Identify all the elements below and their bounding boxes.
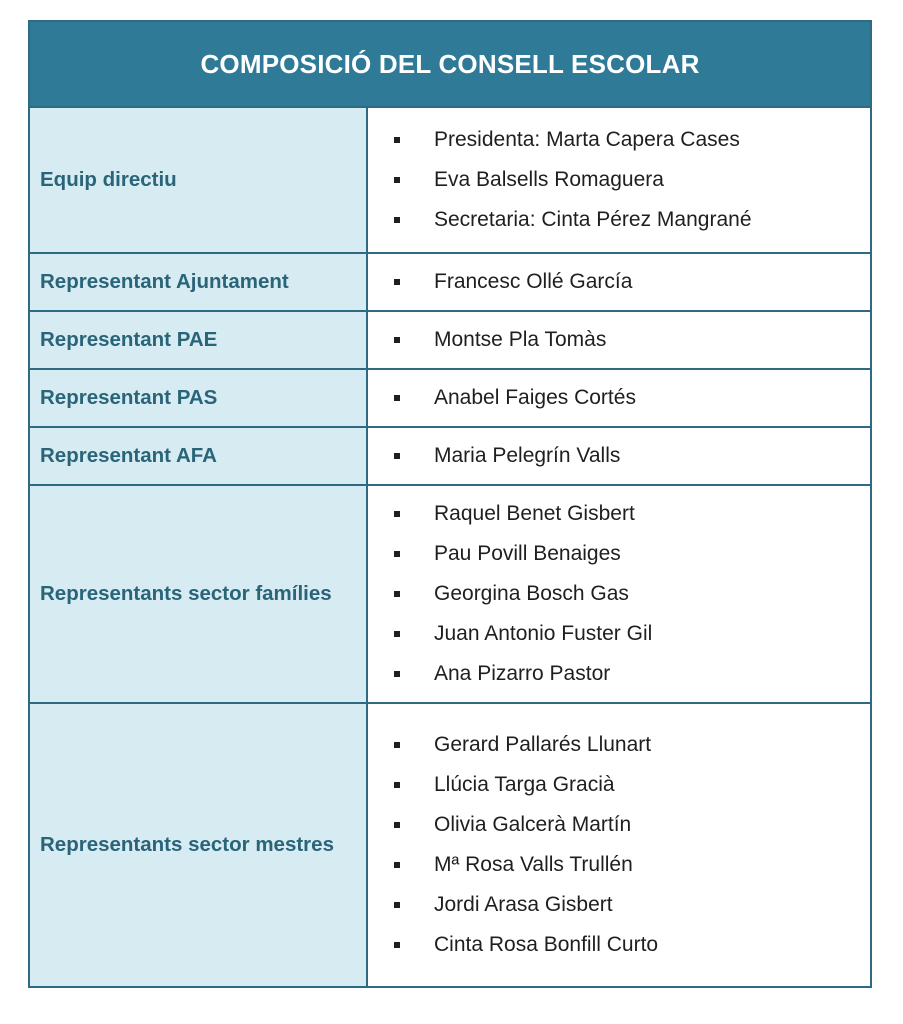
square-bullet-icon [394, 395, 400, 401]
list-item [394, 654, 870, 694]
list-item [394, 120, 870, 160]
table-title: COMPOSICIÓ DEL CONSELL ESCOLAR [30, 22, 870, 108]
square-bullet-icon [394, 782, 400, 788]
list-item [394, 725, 870, 765]
list-item [394, 925, 870, 965]
member-name: Francesc Ollé García [434, 270, 633, 293]
table-row-afa [30, 428, 870, 486]
member-name: Olivia Galcerà Martín [434, 813, 632, 836]
member-list-cell [368, 704, 870, 986]
table-row-equip-directiu [30, 108, 870, 254]
member-name: Georgina Bosch Gas [434, 582, 629, 605]
square-bullet-icon [394, 217, 400, 223]
list-item [394, 614, 870, 654]
list-item [394, 160, 870, 200]
member-name: Ana Pizarro Pastor [434, 662, 611, 685]
square-bullet-icon [394, 453, 400, 459]
member-name: Jordi Arasa Gisbert [434, 893, 613, 916]
member-list-cell [368, 108, 870, 252]
list-item [394, 320, 870, 360]
member-list-cell [368, 370, 870, 426]
list-item [394, 805, 870, 845]
list-item [394, 765, 870, 805]
member-name: Maria Pelegrín Valls [434, 444, 621, 467]
square-bullet-icon [394, 137, 400, 143]
member-name: Juan Antonio Fuster Gil [434, 622, 653, 645]
square-bullet-icon [394, 862, 400, 868]
square-bullet-icon [394, 671, 400, 677]
member-name: Llúcia Targa Gracià [434, 773, 615, 796]
row-label: Representant AFA [30, 428, 368, 484]
table-row-pas [30, 370, 870, 428]
council-table [28, 20, 872, 988]
member-list-cell [368, 254, 870, 310]
table-row-families [30, 486, 870, 704]
list-item [394, 200, 870, 240]
list-item [394, 574, 870, 614]
table-row-pae [30, 312, 870, 370]
member-name: Gerard Pallarés Llunart [434, 733, 652, 756]
list-item [394, 494, 870, 534]
square-bullet-icon [394, 177, 400, 183]
member-name: Cinta Rosa Bonfill Curto [434, 933, 659, 956]
table-row-ajuntament [30, 254, 870, 312]
square-bullet-icon [394, 822, 400, 828]
row-label: Representant PAE [30, 312, 368, 368]
row-label: Representants sector famílies [30, 486, 368, 702]
row-label: Equip directiu [30, 108, 368, 252]
member-name: Eva Balsells Romaguera [434, 168, 664, 191]
member-list-cell [368, 486, 870, 702]
member-name: Pau Povill Benaiges [434, 542, 621, 565]
member-name: Raquel Benet Gisbert [434, 502, 635, 525]
member-name: Secretaria: Cinta Pérez Mangrané [434, 208, 752, 231]
row-label: Representants sector mestres [30, 704, 368, 986]
list-item [394, 262, 870, 302]
list-item [394, 845, 870, 885]
list-item [394, 534, 870, 574]
square-bullet-icon [394, 942, 400, 948]
member-name: Presidenta: Marta Capera Cases [434, 128, 740, 151]
list-item [394, 378, 870, 418]
member-name: Montse Pla Tomàs [434, 328, 607, 351]
table-row-mestres [30, 704, 870, 986]
list-item [394, 885, 870, 925]
square-bullet-icon [394, 337, 400, 343]
row-label: Representant PAS [30, 370, 368, 426]
square-bullet-icon [394, 631, 400, 637]
square-bullet-icon [394, 591, 400, 597]
square-bullet-icon [394, 279, 400, 285]
list-item [394, 436, 870, 476]
member-list-cell [368, 428, 870, 484]
row-label: Representant Ajuntament [30, 254, 368, 310]
member-name: Mª Rosa Valls Trullén [434, 853, 633, 876]
square-bullet-icon [394, 551, 400, 557]
member-list-cell [368, 312, 870, 368]
member-name: Anabel Faiges Cortés [434, 386, 636, 409]
square-bullet-icon [394, 511, 400, 517]
square-bullet-icon [394, 742, 400, 748]
square-bullet-icon [394, 902, 400, 908]
